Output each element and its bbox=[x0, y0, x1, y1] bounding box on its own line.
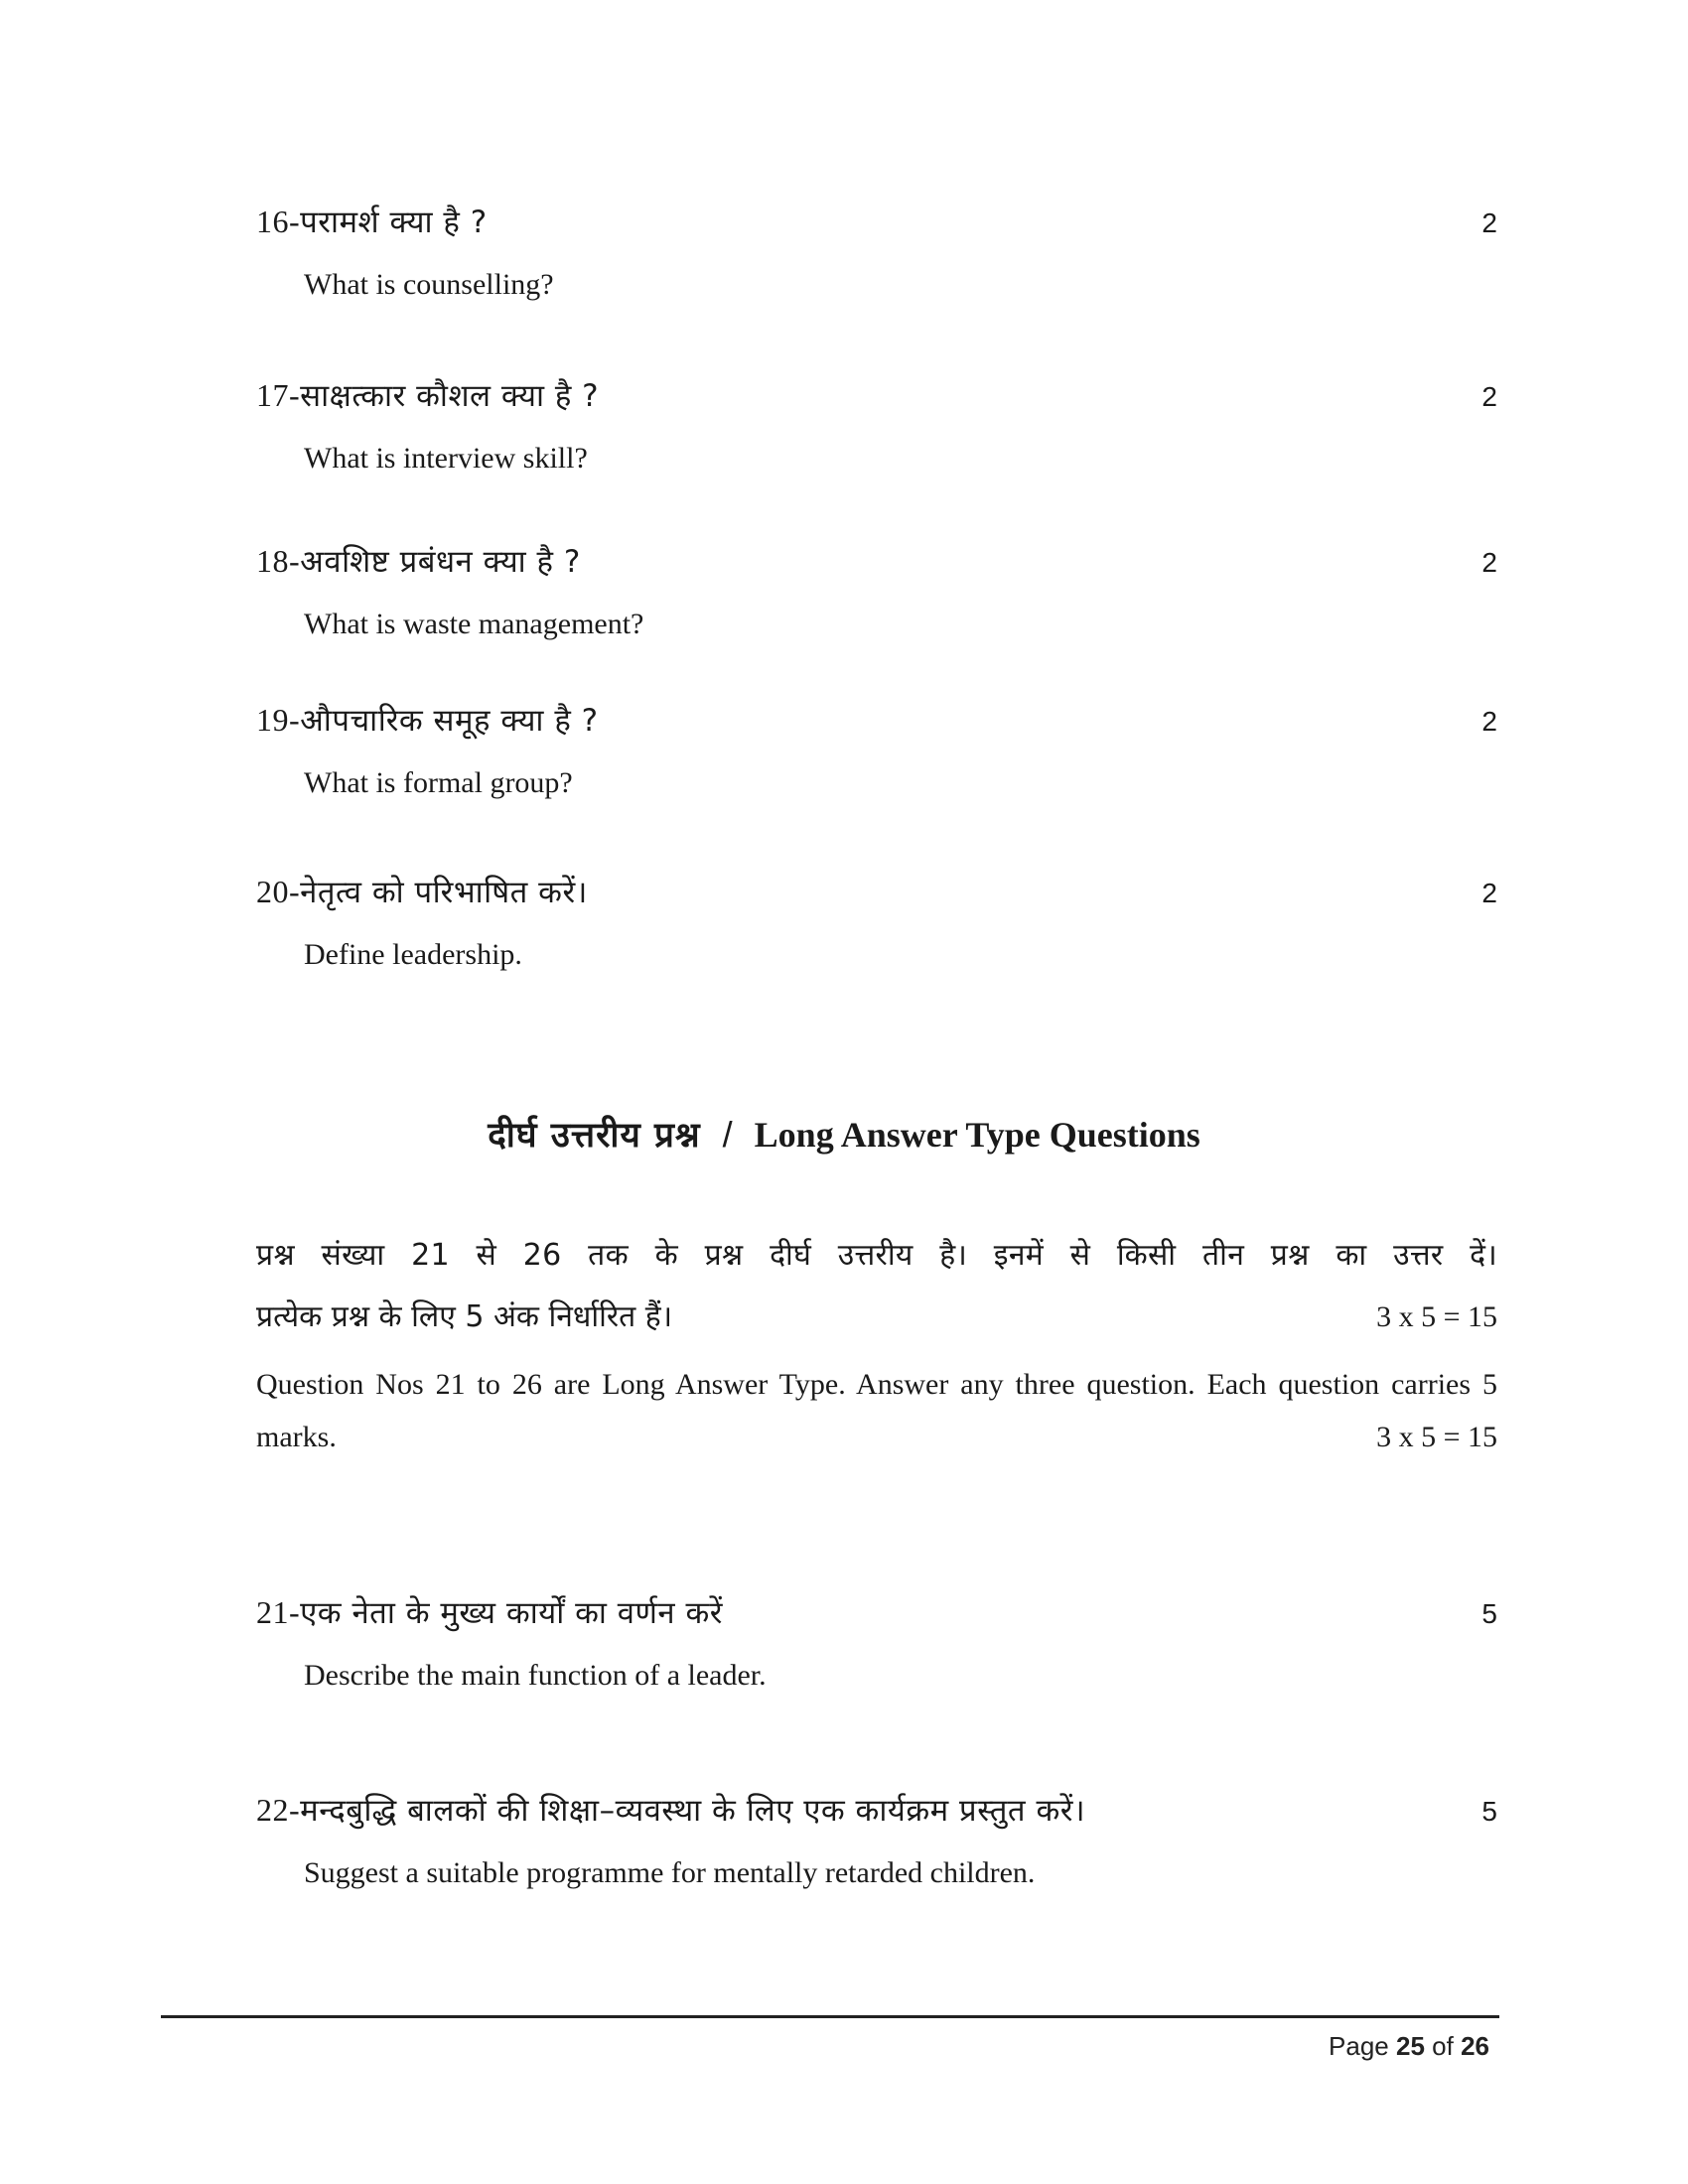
question-marks: 2 bbox=[1481, 381, 1497, 412]
instructions-hindi-marks: 3 x 5 = 15 bbox=[1376, 1300, 1497, 1333]
page-number: Page 25 of 26 bbox=[1329, 2031, 1489, 2061]
instructions-hindi bbox=[256, 1236, 1497, 1337]
question-english: Describe the main function of a leader. bbox=[304, 1659, 767, 1692]
question-english: What is counselling? bbox=[304, 268, 554, 301]
section-heading-hindi: दीर्घ उत्तरीय प्रश्न bbox=[488, 1116, 701, 1156]
section-heading-english: Long Answer Type Questions bbox=[754, 1115, 1200, 1155]
question-hindi: 21-एक नेता के मुख्य कार्यों का वर्णन करें bbox=[256, 1594, 723, 1631]
question-english: What is interview skill? bbox=[304, 442, 588, 475]
question-marks: 5 bbox=[1481, 1598, 1497, 1629]
section-heading bbox=[0, 1110, 1688, 1160]
footer-divider bbox=[161, 2015, 1499, 2018]
question-marks: 2 bbox=[1481, 878, 1497, 908]
question-hindi: 20-नेतृत्व को परिभाषित करें। bbox=[256, 874, 588, 910]
question-marks: 2 bbox=[1481, 547, 1497, 578]
question-marks: 5 bbox=[1481, 1796, 1497, 1827]
question-hindi: 18-अवशिष्ट प्रबंधन क्या है ? bbox=[256, 543, 581, 580]
question-english: What is waste management? bbox=[304, 608, 644, 640]
question-english: What is formal group? bbox=[304, 766, 573, 799]
instructions-english-line2: marks. bbox=[256, 1421, 337, 1453]
instructions-english-line1: Question Nos 21 to 26 are Long Answer Type. Answer any three question. Each question carries 5 bbox=[256, 1368, 1497, 1401]
question-hindi: 17-साक्षत्कार कौशल क्या है ? bbox=[256, 377, 600, 414]
question-english: Suggest a suitable programme for mentally retarded children. bbox=[304, 1856, 1036, 1889]
instructions-hindi-line1: प्रश्न संख्या 21 से 26 तक के प्रश्न दीर्घ उत्तरीय है। इनमें से किसी तीन प्रश्न का उत्तर दें। bbox=[256, 1238, 1497, 1273]
question-hindi: 19-औपचारिक समूह क्या है ? bbox=[256, 702, 599, 739]
question-hindi: 22-मन्दबुद्धि बालकों की शिक्षा–व्यवस्था के लिए एक कार्यक्रम प्रस्तुत करें। bbox=[256, 1792, 1086, 1829]
question-english: Define leadership. bbox=[304, 938, 522, 971]
question-marks: 2 bbox=[1481, 706, 1497, 737]
instructions-hindi-line2: प्रत्येक प्रश्न के लिए 5 अंक निर्धारित हैं। bbox=[256, 1299, 673, 1334]
question-hindi: 16-परामर्श क्या है ? bbox=[256, 204, 488, 240]
instructions-english bbox=[256, 1365, 1497, 1457]
section-heading-separator: / bbox=[722, 1114, 733, 1155]
instructions-english-marks: 3 x 5 = 15 bbox=[1376, 1421, 1497, 1453]
question-marks: 2 bbox=[1481, 207, 1497, 238]
